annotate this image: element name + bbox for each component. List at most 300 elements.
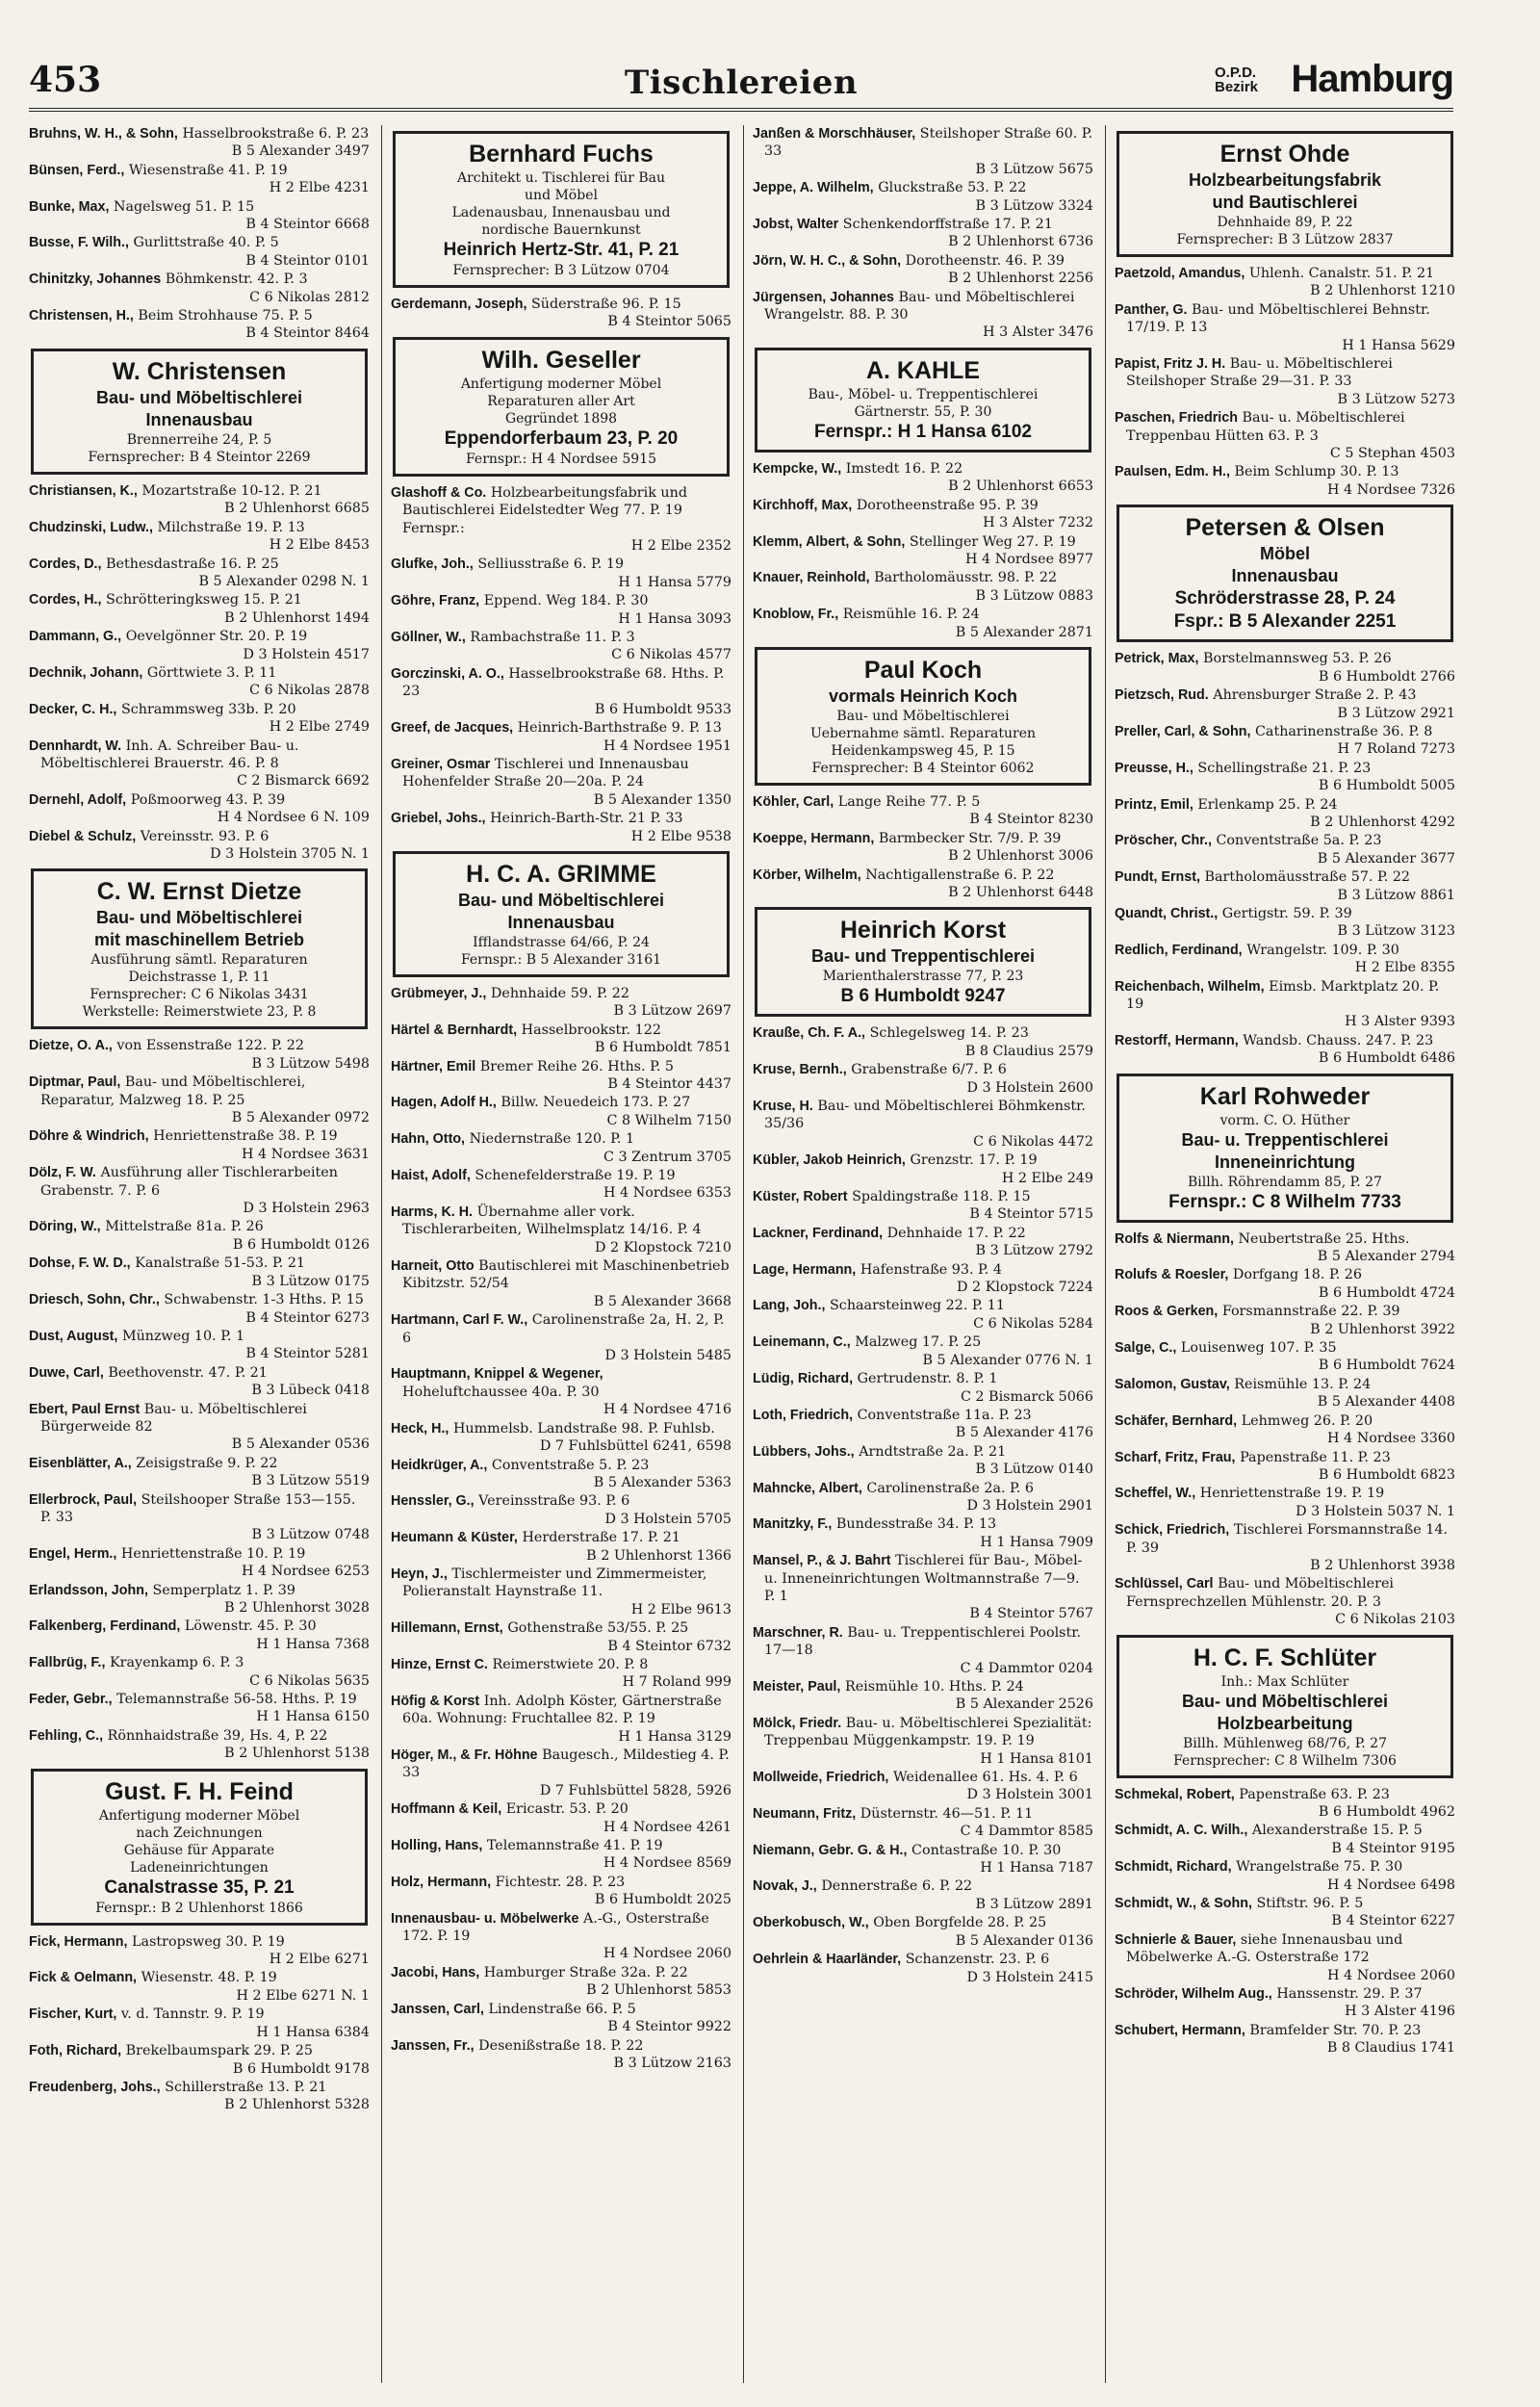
entry-phone: H 2 Elbe 9538 — [630, 828, 732, 844]
directory-entry — [29, 162, 370, 197]
entry-address: Lastropsweg 30. P. 19 — [132, 1933, 285, 1950]
ad-line: Bau- und Möbeltischlerei — [836, 708, 1010, 724]
entry-name: Engel, Herm., — [29, 1545, 117, 1562]
entry-name: Mölck, Friedr. — [753, 1715, 842, 1731]
ad-line: Architekt u. Tischlerei für Bau — [456, 170, 666, 186]
entry-phone: C 4 Dammtor 0204 — [960, 1660, 1093, 1676]
entry-address: Mozartstraße 10-12. P. 21 — [141, 482, 322, 499]
entry-phone: B 3 Lützow 2163 — [613, 2055, 732, 2071]
entry-phone: B 2 Uhlenhorst 3028 — [224, 1600, 370, 1616]
entry-name: Göllner, W., — [391, 630, 466, 646]
entry-address: Imstedt 16. P. 22 — [845, 460, 963, 477]
entry-name: Schick, Friedrich, — [1115, 1522, 1230, 1539]
directory-entry — [753, 1061, 1093, 1097]
entry-name: Bruhns, W. H., & Sohn, — [29, 126, 178, 142]
entry-name: Knauer, Reinhold, — [753, 570, 870, 586]
entry-name: Christensen, H., — [29, 308, 134, 324]
entry-address: Schillerstraße 13. P. 21 — [165, 2079, 327, 2095]
entry-name: Freudenberg, Johs., — [29, 2079, 161, 2095]
entry-phone: B 6 Humboldt 2025 — [594, 1892, 732, 1908]
directory-entry — [1115, 1485, 1455, 1520]
directory-entry — [391, 1022, 732, 1057]
directory-entry — [29, 1727, 370, 1763]
entry-phone: B 3 Lützow 2792 — [975, 1243, 1093, 1259]
entry-phone: H 3 Alster 7232 — [983, 515, 1093, 531]
entry-phone: H 3 Alster 9393 — [1345, 1014, 1455, 1030]
entry-address: Stellinger Weg 27. P. 19 — [909, 533, 1076, 550]
directory-entry — [753, 1842, 1093, 1877]
entry-name: Busse, F. Wilh., — [29, 235, 129, 251]
ad-line: Innenausbau — [1231, 566, 1339, 586]
entry-address: Contastraße 10. P. 30 — [911, 1842, 1062, 1858]
entry-address: Böhmkenstr. 42. P. 3 — [165, 272, 308, 288]
entry-address: Reimerstwiete 20. P. 8 — [492, 1656, 649, 1672]
directory-entry — [29, 628, 370, 663]
entry-name: Jobst, Walter — [753, 217, 839, 233]
entry-address: Bau- u. Möbeltischlerei Bürgerweide 82 — [40, 1401, 307, 1435]
ad-line: Fernsprecher: C 6 Nikolas 3431 — [90, 987, 309, 1003]
entry-name: Erlandsson, John, — [29, 1582, 148, 1598]
entry-address: Vereinsstr. 93. P. 6 — [140, 828, 270, 844]
entry-phone: B 4 Steintor 6668 — [245, 217, 370, 233]
directory-entry — [391, 2037, 732, 2073]
entry-phone: B 8 Claudius 1741 — [1326, 2040, 1455, 2057]
entry-name: Lage, Hermann, — [753, 1261, 857, 1278]
district-label — [1215, 65, 1258, 94]
entry-phone: H 1 Hansa 8101 — [980, 1750, 1093, 1767]
directory-entry — [753, 1951, 1093, 1986]
entry-address: Grabenstraße 6/7. P. 6 — [851, 1062, 1007, 1078]
entry-phone: H 1 Hansa 3129 — [618, 1728, 732, 1745]
entry-phone: B 5 Alexander 4176 — [955, 1425, 1093, 1441]
directory-entry — [1115, 301, 1455, 354]
entry-name: Chudzinski, Ludw., — [29, 519, 153, 535]
advertisement-box — [1116, 505, 1453, 642]
entry-phone: B 5 Alexander 0536 — [231, 1436, 370, 1453]
entry-address: Gluckstraße 53. P. 22 — [878, 180, 1027, 196]
ad-line: vormals Heinrich Koch — [828, 686, 1018, 706]
entry-name: Jeppe, A. Wilhelm, — [753, 180, 874, 196]
ad-line: Fernspr.: H 4 Nordsee 5915 — [465, 451, 657, 467]
directory-entry — [391, 1420, 732, 1456]
entry-phone: B 4 Steintor 5715 — [969, 1206, 1093, 1223]
directory-entry — [391, 665, 732, 718]
directory-entry — [391, 556, 732, 591]
column-3 — [753, 125, 1093, 1987]
entry-phone: H 1 Hansa 7368 — [256, 1636, 370, 1652]
entry-name: Duwe, Carl, — [29, 1364, 104, 1381]
entry-phone: B 4 Steintor 6732 — [607, 1638, 732, 1654]
entry-address: Bethesdastraße 16. P. 25 — [106, 556, 279, 572]
entry-address: Tischlermeister und Zimmermeister, Polieranstalt Haynstraße 11. — [402, 1566, 707, 1600]
ad-line: Petersen & Olsen — [1185, 514, 1385, 542]
ad-line: Gust. F. H. Feind — [105, 1777, 294, 1805]
entry-phone: B 2 Uhlenhorst 6736 — [948, 234, 1093, 250]
entry-address: Rönnhaidstraße 39, Hs. 4, P. 22 — [107, 1727, 328, 1744]
directory-entry — [1115, 832, 1455, 867]
directory-entry — [29, 198, 370, 234]
entry-name: Kempcke, W., — [753, 460, 842, 477]
entry-phone: H 1 Hansa 6384 — [256, 2024, 370, 2040]
directory-entry — [391, 1747, 732, 1799]
directory-entry — [753, 1443, 1093, 1479]
entry-phone: H 2 Elbe 249 — [1001, 1170, 1093, 1186]
directory-entry — [753, 1333, 1093, 1369]
entry-address: Neubertstraße 25. Hths. — [1238, 1230, 1410, 1247]
ad-line: Bau- und Möbeltischlerei — [457, 890, 665, 910]
entry-address: Carolinenstraße 2a. P. 6 — [866, 1480, 1034, 1496]
entry-name: Panther, G. — [1115, 301, 1188, 318]
directory-entry — [753, 1624, 1093, 1677]
entry-name: Roos & Gerken, — [1115, 1304, 1219, 1320]
advertisement-box — [755, 647, 1091, 786]
entry-name: Salomon, Gustav, — [1115, 1376, 1230, 1392]
entry-address: Dorotheenstr. 46. P. 39 — [905, 252, 1065, 269]
directory-entry — [29, 1074, 370, 1126]
entry-address: Telemannstraße 41. P. 19 — [486, 1838, 663, 1854]
directory-entry — [29, 664, 370, 700]
entry-address: Stiftstr. 96. P. 5 — [1256, 1896, 1364, 1911]
advertisement-box — [31, 868, 368, 1029]
directory-entry — [1115, 1339, 1455, 1375]
entry-name: Paetzold, Amandus, — [1115, 266, 1245, 281]
directory-entry — [753, 1188, 1093, 1224]
directory-entry — [753, 1370, 1093, 1406]
entry-phone: B 4 Steintor 5065 — [607, 314, 732, 330]
entry-name: Göhre, Franz, — [391, 593, 480, 609]
ad-line: Fernspr.: C 8 Wilhelm 7733 — [1168, 1191, 1401, 1212]
entry-name: Ellerbrock, Paul, — [29, 1491, 138, 1508]
directory-entry — [29, 125, 370, 161]
entry-address: Telemannstraße 56-58. Hths. P. 19 — [116, 1692, 357, 1708]
entry-phone: H 2 Elbe 4231 — [269, 180, 370, 196]
entry-address: Borstelmannsweg 53. P. 26 — [1202, 651, 1392, 667]
entry-name: Manitzky, F., — [753, 1516, 833, 1533]
ad-line: Karl Rohweder — [1199, 1082, 1371, 1110]
entry-phone: D 2 Klopstock 7210 — [595, 1239, 732, 1255]
column-divider — [1105, 125, 1106, 2383]
entry-address: Erlenkamp 25. P. 24 — [1197, 796, 1338, 813]
directory-entry — [753, 125, 1093, 178]
entry-phone: D 3 Holstein 5705 — [604, 1511, 732, 1527]
entry-name: Henssler, G., — [391, 1493, 475, 1510]
entry-address: Hamburger Straße 32a. P. 22 — [483, 1964, 688, 1980]
entry-name: Schmekal, Robert, — [1115, 1786, 1235, 1802]
entry-address: Heinrich-Barth-Str. 21 P. 33 — [490, 811, 683, 827]
entry-name: Falkenberg, Ferdinand, — [29, 1618, 181, 1635]
entry-name: Dennhardt, W. — [29, 738, 122, 754]
entry-name: Küster, Robert — [753, 1189, 848, 1205]
entry-address: Wrangelstr. 109. P. 30 — [1246, 942, 1399, 958]
entry-phone: C 6 Nikolas 5635 — [249, 1672, 370, 1689]
entry-phone: B 4 Steintor 4437 — [607, 1075, 732, 1092]
column-4 — [1115, 125, 1455, 2058]
entry-name: Ebert, Paul Ernst — [29, 1401, 141, 1417]
ad-line: Inneneinrichtung — [1215, 1152, 1355, 1172]
entry-address: Conventstraße 11a. P. 23 — [857, 1407, 1032, 1423]
entry-phone: C 6 Nikolas 4577 — [611, 647, 732, 663]
entry-address: Lehmweg 26. P. 20 — [1241, 1412, 1373, 1429]
advertisement-box — [31, 349, 368, 475]
entry-phone: D 3 Holstein 5037 N. 1 — [1296, 1503, 1455, 1519]
entry-phone: H 7 Roland 999 — [622, 1674, 732, 1691]
ad-line: Bau- und Möbeltischlerei — [95, 908, 303, 928]
entry-address: Nachtigallenstraße 6. P. 22 — [865, 867, 1055, 883]
entry-address: Poßmoorweg 43. P. 39 — [130, 791, 286, 808]
entry-phone: B 3 Lützow 2921 — [1337, 705, 1455, 721]
entry-phone: B 2 Uhlenhorst 4292 — [1310, 814, 1455, 830]
entry-address: Zeisigstraße 9. P. 22 — [136, 1455, 278, 1471]
entry-address: Bau- u. Möbeltischlerei Steilshoper Straße 29—31. P. 33 — [1126, 356, 1393, 390]
entry-name: Jörn, W. H. C., & Sohn, — [753, 252, 902, 269]
entry-name: Schmidt, W., & Sohn, — [1115, 1896, 1252, 1911]
entry-address: Hasselbrookstraße 68. Hths. P. 23 — [402, 665, 725, 700]
directory-entry — [29, 1255, 370, 1290]
entry-name: Fischer, Kurt, — [29, 2006, 117, 2023]
directory-entry — [29, 1582, 370, 1618]
entry-name: Diebel & Schulz, — [29, 828, 137, 844]
entry-address: Semperplatz 1. P. 39 — [152, 1582, 296, 1598]
entry-name: Greef, de Jacques, — [391, 720, 514, 737]
directory-entry — [1115, 796, 1455, 832]
entry-address: Eimsb. Marktplatz 20. P. 19 — [1126, 978, 1440, 1012]
directory-entry — [391, 2001, 732, 2036]
ad-line: Ladenausbau, Innenausbau und — [451, 205, 671, 220]
entry-name: Marschner, R. — [753, 1624, 843, 1641]
entry-address: Bau- und Möbeltischlerei, Reparatur, Malzweg 18. P. 25 — [40, 1074, 306, 1108]
entry-phone: B 6 Humboldt 9533 — [594, 701, 732, 717]
entry-phone: D 3 Holstein 4517 — [243, 646, 370, 662]
entry-phone: C 3 Zentrum 3705 — [603, 1149, 732, 1165]
entry-address: Dehnhaide 59. P. 22 — [490, 985, 629, 1001]
directory-entry — [29, 556, 370, 591]
entry-address: Schanzenstr. 23. P. 6 — [905, 1952, 1050, 1968]
ad-line: Inh.: Max Schlüter — [1220, 1673, 1349, 1690]
entry-phone: D 3 Holstein 3001 — [966, 1787, 1093, 1803]
directory-entry — [391, 1964, 732, 2000]
entry-phone: B 2 Uhlenhorst 1494 — [224, 609, 370, 626]
entry-name: Diptmar, Paul, — [29, 1074, 121, 1091]
entry-address: Bartholomäusstr. 98. P. 22 — [874, 570, 1058, 586]
entry-address: Beim Schlump 30. P. 13 — [1234, 464, 1399, 480]
entry-address: Niedernstraße 120. P. 1 — [469, 1131, 635, 1148]
directory-entry — [753, 289, 1093, 342]
entry-address: Tischlerei Forsmannstraße 14. P. 39 — [1126, 1522, 1448, 1556]
entry-phone: B 3 Lützow 2697 — [613, 1003, 732, 1020]
entry-address: Catharinenstraße 36. P. 8 — [1254, 723, 1433, 739]
directory-entry — [1115, 1931, 1455, 1984]
ad-line: Bau- und Möbeltischlerei — [1181, 1691, 1389, 1711]
entry-name: Schnierle & Bauer, — [1115, 1931, 1237, 1948]
entry-address: Bau- u. Möbeltischlerei Spezialität: Treppenbau Müggenkampstr. 19. P. 19 — [764, 1715, 1092, 1749]
ad-line: Gehäuse für Apparate — [123, 1842, 275, 1858]
directory-entry — [753, 1225, 1093, 1260]
entry-name: Hauptmann, Knippel & Wegener, — [391, 1366, 603, 1383]
directory-entry — [391, 296, 732, 331]
entry-name: Lang, Joh., — [753, 1298, 826, 1314]
directory-entry — [1115, 409, 1455, 462]
ad-line: Dehnhaide 89, P. 22 — [1217, 215, 1353, 230]
directory-entry — [753, 1715, 1093, 1768]
entry-phone: H 2 Elbe 6271 — [269, 1952, 370, 1968]
entry-address: Gothenstraße 53/55. P. 25 — [507, 1620, 689, 1637]
entry-address: Inh. Adolph Köster, Gärtnerstraße 60a. Wohnung: Fruchtallee 82. P. 19 — [402, 1693, 722, 1727]
ad-line: Deichstrasse 1, P. 11 — [128, 970, 270, 986]
entry-name: Härtel & Bernhardt, — [391, 1022, 518, 1038]
entry-phone: H 2 Elbe 2352 — [630, 538, 732, 555]
entry-phone: B 6 Humboldt 2766 — [1318, 668, 1455, 685]
entry-name: Rolufs & Roesler, — [1115, 1267, 1229, 1283]
entry-name: Höger, M., & Fr. Höhne — [391, 1747, 538, 1763]
entry-name: Knoblow, Fr., — [753, 607, 839, 623]
entry-phone: B 5 Alexander 1350 — [593, 791, 732, 808]
advertisement-box — [1116, 131, 1453, 257]
entry-phone: B 4 Steintor 8464 — [245, 325, 370, 342]
entry-phone: B 2 Uhlenhorst 3938 — [1310, 1557, 1455, 1573]
directory-entry — [753, 1024, 1093, 1060]
entry-phone: B 6 Humboldt 7851 — [594, 1040, 732, 1056]
entry-phone: D 3 Holstein 2415 — [966, 1969, 1093, 1985]
ad-line: Ernst Ohde — [1219, 141, 1350, 168]
entry-address: Ahrensburger Straße 2. P. 43 — [1213, 687, 1417, 704]
directory-entry — [753, 1552, 1093, 1623]
entry-name: Mollweide, Friedrich, — [753, 1770, 889, 1786]
entry-address: Herderstraße 17. P. 21 — [522, 1530, 680, 1546]
entry-address: Hummelsb. Landstraße 98. P. Fuhlsb. — [452, 1420, 715, 1436]
entry-address: Übernahme aller vork. Tischlerarbeiten, Wilhelmsplatz 14/16. P. 4 — [402, 1204, 702, 1238]
entry-phone: B 5 Alexander 2794 — [1317, 1249, 1455, 1265]
ad-line: Brennerreihe 24, P. 5 — [126, 431, 272, 448]
directory-entry — [29, 1691, 370, 1726]
directory-entry — [29, 1455, 370, 1490]
entry-name: Dohse, F. W. D., — [29, 1255, 131, 1272]
entry-name: Glashoff & Co. — [391, 484, 487, 501]
directory-entry — [1115, 723, 1455, 759]
entry-address: Löwenstr. 45. P. 30 — [184, 1618, 317, 1635]
entry-address: Görttwiete 3. P. 11 — [146, 664, 277, 681]
ad-line: mit maschinellem Betrieb — [93, 930, 305, 950]
entry-address: Weidenallee 61. Hs. 4. P. 6 — [892, 1770, 1078, 1786]
entry-address: Forsmannstraße 22. P. 39 — [1221, 1304, 1400, 1320]
entry-phone: B 3 Lützow 0748 — [251, 1527, 370, 1543]
directory-entry — [1115, 1230, 1455, 1266]
entry-address: Brekelbaumspark 29. P. 25 — [125, 2043, 313, 2059]
entry-phone: C 5 Stephan 4503 — [1329, 446, 1455, 462]
entry-address: Süderstraße 96. P. 15 — [530, 297, 681, 312]
entry-address: Lindenstraße 66. P. 5 — [488, 2001, 636, 2017]
ad-line: Bau- u. Treppentischlerei — [1181, 1129, 1389, 1150]
entry-name: Niemann, Gebr. G. & H., — [753, 1842, 908, 1858]
ad-line: nach Zeichnungen — [136, 1825, 263, 1841]
entry-name: Holz, Hermann, — [391, 1874, 492, 1890]
ad-line: Canalstrasse 35, P. 21 — [104, 1876, 295, 1898]
entry-address: Billw. Neuedeich 173. P. 27 — [500, 1095, 691, 1111]
ad-line: Fernspr.: B 2 Uhlenhorst 1866 — [95, 1900, 303, 1916]
entry-name: Jacobi, Hans, — [391, 1964, 480, 1980]
entry-name: Gorczinski, A. O., — [391, 665, 504, 682]
directory-entry — [29, 2006, 370, 2041]
entry-phone: B 3 Lützow 5675 — [975, 161, 1093, 177]
entry-phone: C 6 Nikolas 2812 — [249, 289, 370, 305]
ad-line: Werkstelle: Reimerstwiete 23, P. 8 — [82, 1004, 317, 1021]
entry-phone: H 4 Nordsee 1951 — [603, 738, 732, 754]
entry-address: Eppend. Weg 184. P. 30 — [483, 593, 649, 609]
entry-phone: H 1 Hansa 5779 — [618, 574, 732, 590]
directory-entry — [1115, 1032, 1455, 1068]
entry-name: Redlich, Ferdinand, — [1115, 942, 1243, 958]
entry-phone: D 3 Holstein 2901 — [966, 1497, 1093, 1514]
ad-line: Bau- und Möbeltischlerei — [95, 387, 303, 407]
entry-address: Desenißstraße 18. P. 22 — [478, 2037, 644, 2054]
entry-phone: B 3 Lützow 0140 — [975, 1462, 1093, 1478]
entry-address: Bremer Reihe 26. Hths. P. 5 — [479, 1058, 674, 1074]
entry-phone: B 4 Steintor 5281 — [245, 1346, 370, 1362]
directory-entry — [29, 1291, 370, 1327]
page-header — [29, 58, 1453, 106]
ad-line: Bau- und Treppentischlerei — [810, 946, 1036, 967]
directory-entry — [391, 1058, 732, 1094]
entry-name: Quandt, Christ., — [1115, 905, 1219, 921]
entry-name: Höfig & Korst — [391, 1693, 480, 1709]
directory-entry — [391, 756, 732, 809]
entry-phone: B 6 Humboldt 9178 — [232, 2060, 370, 2077]
entry-phone: H 4 Nordsee 3360 — [1327, 1431, 1455, 1447]
entry-address: Hasselbrookstr. 122 — [521, 1022, 661, 1038]
page-number: 453 — [29, 60, 102, 100]
ad-line: Schröderstrasse 28, P. 24 — [1174, 588, 1396, 609]
entry-name: Döring, W., — [29, 1219, 101, 1235]
entry-phone: B 3 Lübeck 0418 — [251, 1383, 370, 1399]
ad-line: Wilh. Geseller — [481, 346, 641, 374]
entry-address: Henriettenstraße 10. P. 19 — [120, 1545, 306, 1562]
entry-name: Oehrlein & Haarländer, — [753, 1952, 902, 1968]
entry-name: Härtner, Emil — [391, 1058, 476, 1074]
directory-entry — [753, 606, 1093, 641]
directory-entry — [29, 1328, 370, 1363]
entry-phone: B 2 Uhlenhorst 6448 — [948, 884, 1093, 900]
directory-entry — [391, 1837, 732, 1873]
directory-entry — [753, 1769, 1093, 1804]
entry-phone: H 4 Nordsee 6 N. 109 — [217, 810, 370, 826]
entry-phone: H 1 Hansa 7187 — [980, 1860, 1093, 1876]
entry-phone: D 3 Holstein 3705 N. 1 — [210, 846, 370, 862]
entry-address: Carolinenstraße 2a, H. 2, P. 6 — [402, 1312, 725, 1346]
entry-name: Hahn, Otto, — [391, 1131, 466, 1148]
ad-line: Fernspr.: B 5 Alexander 3161 — [460, 951, 662, 968]
entry-name: Dammann, G., — [29, 629, 122, 645]
entry-phone: B 6 Humboldt 6486 — [1318, 1050, 1455, 1067]
entry-name: Eisenblätter, A., — [29, 1455, 132, 1471]
ad-line: Heinrich Hertz-Str. 41, P. 21 — [443, 240, 680, 260]
ad-line: Uebernahme sämtl. Reparaturen — [809, 725, 1037, 741]
entry-phone: H 4 Nordsee 8569 — [603, 1855, 732, 1872]
column-2 — [391, 125, 732, 2073]
entry-name: Heck, H., — [391, 1420, 449, 1436]
directory-entry — [753, 1877, 1093, 1913]
entry-name: Greiner, Osmar — [391, 756, 491, 772]
ad-line: Anfertigung moderner Möbel — [460, 375, 662, 392]
entry-name: Neumann, Fritz, — [753, 1805, 857, 1822]
entry-name: Christiansen, K., — [29, 482, 138, 499]
directory-entry — [29, 519, 370, 555]
entry-name: Pundt, Ernst, — [1115, 869, 1200, 886]
entry-phone: B 3 Lützow 8861 — [1337, 887, 1455, 903]
directory-entry — [391, 985, 732, 1021]
ad-line: H. C. A. GRIMME — [466, 860, 656, 888]
entry-name: Scharf, Fritz, Frau, — [1115, 1449, 1236, 1465]
directory-page — [29, 58, 1453, 2388]
entry-phone: B 6 Humboldt 0126 — [232, 1236, 370, 1253]
